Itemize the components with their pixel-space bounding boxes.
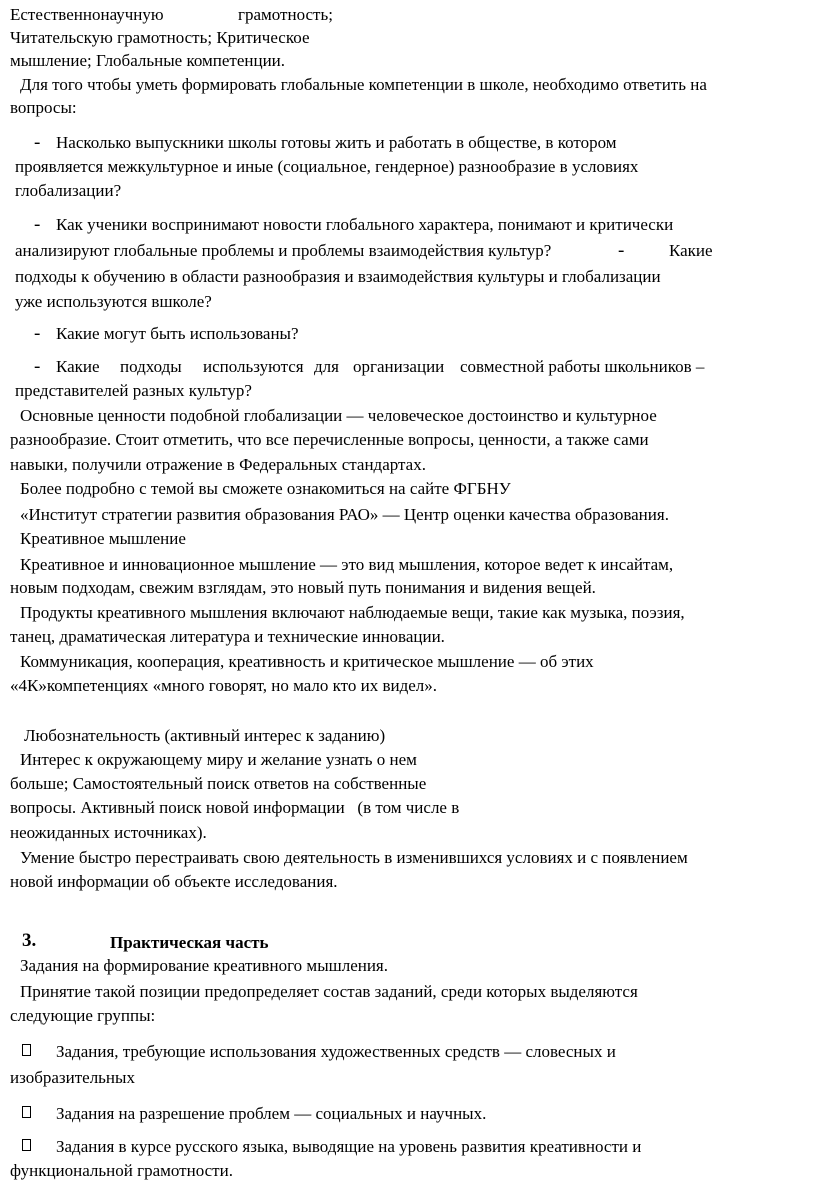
dash-bullet: -	[618, 240, 625, 261]
text-word: подходы	[120, 357, 182, 376]
section-heading: Креативное мышление	[20, 529, 186, 548]
text-line: Задания, требующие использования художественных средств — словесных и	[56, 1042, 616, 1061]
text-line: глобализации?	[15, 181, 122, 200]
dash-bullet: -	[34, 214, 41, 235]
section-number: 3.	[22, 930, 37, 951]
text-line: Естественнонаучную	[10, 5, 164, 24]
text-line: новым подходам, свежим взглядам, это новый путь понимания и видения вещей.	[10, 578, 596, 597]
text-line: Для того чтобы уметь формировать глобальные компетенции в школе, необходимо ответить на	[20, 75, 707, 94]
text-word: для	[314, 357, 339, 376]
text-line: Коммуникация, кооперация, креативность и критическое мышление — об этих	[20, 652, 594, 671]
text-line: Умение быстро перестраивать свою деятельность в изменившихся условиях и с появлением	[20, 848, 688, 867]
square-bullet-icon	[22, 1139, 31, 1151]
dash-bullet: -	[34, 323, 41, 344]
text-line: Какие могут быть использованы?	[56, 324, 299, 343]
dash-bullet: -	[34, 132, 41, 153]
text-line: вопросы. Активный поиск новой информации (в том числе в	[10, 798, 460, 817]
text-line: неожиданных источниках).	[10, 823, 207, 842]
text-line: мышление; Глобальные компетенции.	[10, 51, 286, 70]
text-line: Принятие такой позиции предопределяет состав заданий, среди которых выделяются	[20, 982, 638, 1001]
text-line: Задания на формирование креативного мышления.	[20, 956, 388, 975]
text-line: анализируют глобальные проблемы и проблемы взаимодействия культур?	[15, 241, 552, 260]
text-line: Задания в курсе русского языка, выводящие на уровень развития креативности и	[56, 1137, 642, 1156]
square-bullet-icon	[22, 1106, 31, 1118]
text-line: Насколько выпускники школы готовы жить и работать в обществе, в котором	[56, 133, 617, 152]
dash-bullet: -	[34, 356, 41, 377]
text-line: Интерес к окружающему миру и желание узнать о нем	[20, 750, 417, 769]
text-line: разнообразие. Стоит отметить, что все перечисленные вопросы, ценности, а также сами	[10, 430, 649, 449]
text-word: Какие	[56, 357, 100, 376]
text-line: проявляется межкультурное и иные (социальное, гендерное) разнообразие в условиях	[15, 157, 639, 176]
text-word: используются	[203, 357, 304, 376]
text-line: представителей разных культур?	[15, 381, 252, 400]
text-line: «4К»компетенциях «много говорят, но мало кто их видел».	[10, 676, 438, 695]
text-line: Какие	[669, 241, 713, 260]
text-line: изобразительных	[10, 1068, 135, 1087]
text-word: организации	[353, 357, 445, 376]
text-line: вопросы:	[10, 98, 77, 117]
text-line: подходы к обучению в области разнообразия и взаимодействия культуры и глобализации	[15, 267, 661, 286]
text-line: уже используются вшколе?	[15, 292, 212, 311]
text-line: грамотность;	[238, 5, 333, 24]
square-bullet-icon	[22, 1044, 31, 1056]
text-line: танец, драматическая литература и технические инновации.	[10, 627, 445, 646]
text-line: новой информации об объекте исследования.	[10, 872, 338, 891]
text-line: Продукты креативного мышления включают наблюдаемые вещи, такие как музыка, поэзия,	[20, 603, 685, 622]
text-line: Более подробно с темой вы сможете ознакомиться на сайте ФГБНУ	[20, 479, 511, 498]
text-line: функциональной грамотности.	[10, 1161, 233, 1180]
text-word: совместной работы школьников –	[460, 357, 705, 376]
text-line: Любознательность (активный интерес к заданию)	[24, 726, 386, 745]
text-line: следующие группы:	[10, 1006, 156, 1025]
text-line: больше; Самостоятельный поиск ответов на собственные	[10, 774, 427, 793]
text-line: навыки, получили отражение в Федеральных стандартах.	[10, 455, 426, 474]
text-line: Задания на разрешение проблем — социальных и научных.	[56, 1104, 487, 1123]
text-line: Креативное и инновационное мышление — это вид мышления, которое ведет к инсайтам,	[20, 555, 674, 574]
text-line: Как ученики воспринимают новости глобального характера, понимают и критически	[56, 215, 674, 234]
text-line: Основные ценности подобной глобализации — человеческое достоинство и культурное	[20, 406, 657, 425]
text-line: Читательскую грамотность; Критическое	[10, 28, 310, 47]
text-line: «Институт стратегии развития образования РАО» — Центр оценки качества образования.	[20, 505, 669, 524]
section-title: Практическая часть	[110, 933, 269, 952]
